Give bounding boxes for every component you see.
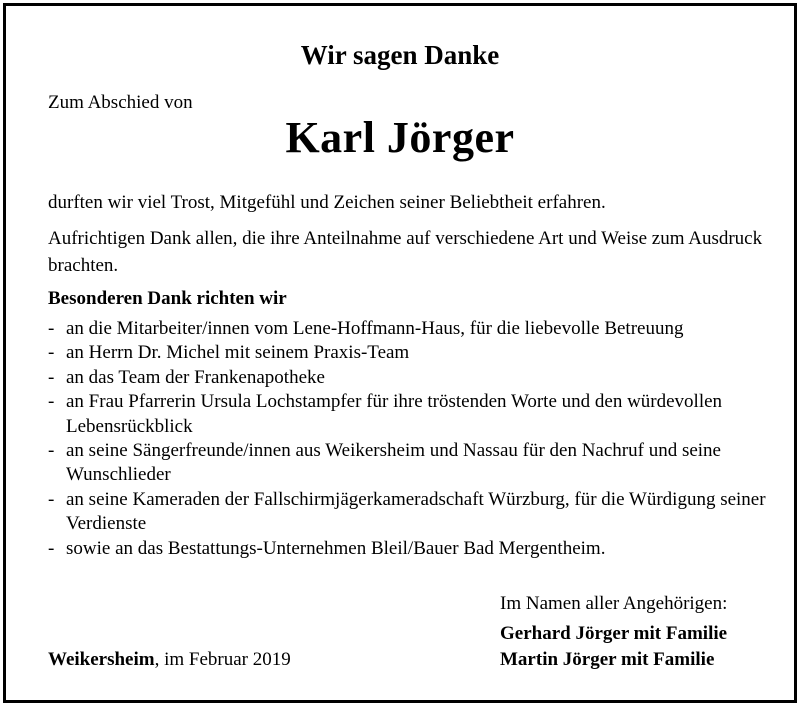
signature-intro: Im Namen aller Angehörigen: (500, 593, 728, 614)
thanks-list (48, 317, 778, 561)
list-dash: - (48, 366, 55, 388)
list-dash: - (48, 537, 55, 559)
place-name: Weikersheim (48, 649, 155, 670)
paragraph-gratitude: Aufrichtigen Dank allen, die ihre Anteilnahme auf verschiedene Art und Weise zum Ausdruck brachten. (48, 228, 763, 276)
list-item (48, 488, 778, 537)
thanks-heading: Besonderen Dank richten wir (48, 288, 287, 309)
list-dash: - (48, 391, 55, 413)
list-item (48, 366, 778, 390)
list-item (48, 317, 778, 341)
list-dash: - (48, 342, 55, 364)
list-item (48, 537, 778, 561)
signature-line: Gerhard Jörger mit Familie (500, 623, 728, 644)
signature-line: Martin Jörger mit Familie (500, 649, 715, 670)
list-item-text: an seine Sängerfreunde/innen aus Weikersheim und Nassau für den Nachruf und seine Wunschlieder (66, 440, 721, 486)
place-date (48, 649, 291, 671)
list-item-text: an seine Kameraden der Fallschirmjägerkameradschaft Würzburg, für die Würdigung seiner Verdienste (66, 488, 766, 535)
list-dash: - (48, 440, 55, 462)
list-item (48, 390, 778, 439)
paragraph-consolation: durften wir viel Trost, Mitgefühl und Zeichen seiner Beliebtheit erfahren. (48, 192, 606, 213)
list-item (48, 341, 778, 365)
list-item-text: an das Team der Frankenapotheke (66, 366, 325, 388)
list-item (48, 439, 778, 488)
list-dash: - (48, 318, 55, 339)
list-item-text: an Frau Pfarrerin Ursula Lochstampfer für ihre tröstenden Worte und den würdevollen Lebensrückblick (66, 391, 723, 437)
list-item-text: an Herrn Dr. Michel mit seinem Praxis-Team (66, 342, 410, 364)
list-item-text: an die Mitarbeiter/innen vom Lene-Hoffmann-Haus, für die liebevolle Betreuung (66, 318, 684, 339)
deceased-name: Karl Jörger (285, 113, 515, 162)
date-text: , im Februar 2019 (154, 649, 291, 670)
notice-frame (3, 3, 797, 703)
list-dash: - (48, 488, 55, 510)
list-item-text: sowie an das Bestattungs-Unternehmen Bleil/Bauer Bad Mergentheim. (66, 537, 606, 559)
intro-text: Zum Abschied von (48, 92, 193, 113)
notice-title: Wir sagen Danke (300, 40, 500, 70)
